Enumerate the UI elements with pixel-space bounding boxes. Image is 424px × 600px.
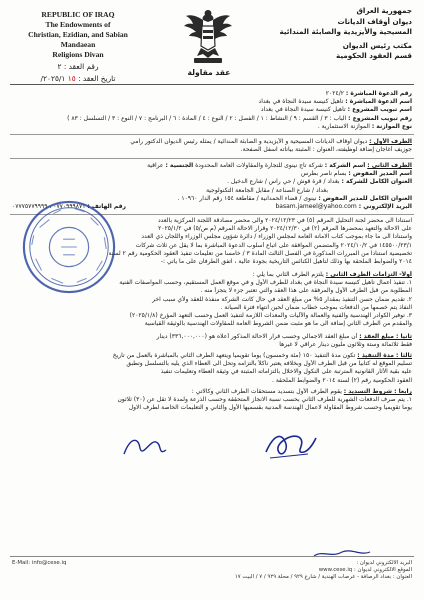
header-en-line: Religions Divan [52,50,104,59]
footer-address: العنوان : بغداد الرصافة - عرصات الهندية / شارع ٩٢٩ / محلة ٩٢٩ / ٧ / البيت ١٧ [234,574,412,581]
nationality-label: الجنسية : [165,162,194,169]
phone-value: ٠٧٧٠٩٩٩٨٧١ ، ٠٧٧٧٥٧٧٩٩٩٩ [12,203,86,211]
contract-number-value: ٢ [57,62,62,71]
footer-email-label: E-Mail: [12,560,31,566]
email-group [276,203,413,211]
duration-detail: تسليم الموقع له كتابياً من قبل الطرف الأول وبخلافه يعتبر ناكلاً بالتزامه وتحل الى العطاء الذي يليه بالتسلسل وتطبق [126,360,412,368]
invitation-line [12,115,412,123]
contract-date-label: تاريخ العقد : [78,74,116,83]
header-divider [10,84,414,85]
invitation-line [12,90,412,98]
contract-number-label: رقم العقد : [63,62,99,71]
line-value: ٢٠٢٤/٢ [325,90,344,97]
header-ar-line: قسم العقود الحكومية [335,51,412,60]
footer-email-value[interactable]: info@cese.iq [31,560,67,566]
contract-date-day: ١٥ [67,74,76,83]
obligation-item: المطلوبة من قبل الطرف الأول والمرفقة على هذا العقد والتي تعتبر جزء لا يتجزأ منه . [200,287,412,295]
amount-words: فقط ثلاثمائة وستة وثلاثون مليون دينار عراقي لا غيرها [279,341,412,349]
intro-line: واستناداً الى ما جاء بموجب كتاب الامانة العامة لمجلس الوزراء / دائرة شؤون مجلس الوزراء واللجان ذي العدد [141,233,412,241]
party-one-label: الطرف الأول : [369,138,412,145]
address: بغداد / قرة قوش / حي راس / شارع الدخيل . [227,178,340,186]
header-ar-line: المسيحية والأيزيدية والصابئة المندائية [279,27,412,36]
footer-row [12,567,412,574]
payment-title: رابعاً : شروط التسديد : [343,388,412,395]
invitation-line [12,98,412,106]
payment-text: يقوم الطرف الأول بتسديد مستحقات الطرف الثاني وكالاتي : [191,388,342,395]
nationality: عراقية [147,162,164,169]
footer [12,560,412,582]
contract-date-value: ٢٠٢٥/١/ [40,74,66,83]
line-label: رقم الدعوة المباشرة : [345,90,412,97]
manager-address: نينوى / قضاء الحمدانية / مقاطعة ١٥٤ رقم الدار ١٠٩٦٠ . [177,194,317,202]
party-one [12,138,412,154]
duration-detail: العقود الحكومية رقم (٢) لسنة ٢٠١٤ والضوابط الملحقة . [272,376,412,384]
invitation-line [12,123,412,131]
header-english [14,10,142,84]
line-label: رقم تبويب المشروع : [348,114,412,122]
invitation-details [12,90,412,131]
amount-text: أن مبلغ العقد الاجمالي وحسب قرار الاحالة المذكور أعلاه هو (٣٣٦,٠٠٠,٠٠٠) دينار [156,333,358,340]
line-value: تأهيل كنيسة سيدة النجاة في بغداد [258,98,344,106]
address-line [12,178,412,186]
email-value: basam.jameel@yahoo.com [275,203,357,211]
amount-title: ثانياً : مبلغ العقد : [359,333,412,340]
intro-line: تخصيصية استناداً من المبررات المذكورة في الفصل الثالث المادة ٣ / خامساً من تعليمات تنفيذ العقود الحكومية رقم ٢ لسنة [108,249,412,257]
contract-date [14,74,142,84]
contract-number [14,62,142,72]
company-name-label: أسم الشركة : [324,162,366,169]
footer-email [12,560,66,567]
duration-title: ثالثاً : مدة التنفيذ : [357,352,412,359]
section-divider [10,134,414,135]
obligation-item: والمقدم من الطرف الثاني إضافة الى ما هو مثبت ضمن الشروط العامة للمقاولات الهندسية بالوثيقة القياسية [144,320,412,328]
invitation-line [12,106,412,114]
party-one-text: ديوان أوقاف الديانات المسيحية و الأيزيدية و الصابئة المندائية / يمثله رئيس الديوان الدكتور رامي [130,138,368,145]
intro-line: على الاحالة والتعهد بمحضرها المرقم (٢) في ٢٠٢٤/١٢/٣٠ وقرار الاحالة المرقم (م ص/٥) في ٢٠٢٥/١/٢ [158,225,412,233]
party-two-company-line [12,162,412,170]
header-ar-line: ديوان أوقاف الديانات [337,16,412,26]
payment-item: ١. يتم صرف الدفعات الشهرية للطرف الثاني بحسب نسبة الانجاز المتحققة وحسب الذرعة ولمدة لا تقل عن (٣٠) ثلاثون [117,396,412,404]
obligation-item: ٢. تقديم ضمان حسن التنفيذ بمقدار ٥% من مبلغ العقد في حال كانت الشركة منفذة للعقد ولأي سبب آخر [152,295,412,303]
header-en-line: REPUBLIC OF IRAQ [41,10,115,19]
address-line-2: بغداد / شارع الصناعة / مقابل الجامعة التكنولوجية [206,186,328,194]
line-label: أسم الدعوة المباشرة : [345,98,412,106]
duration-line [12,352,412,360]
header-en-line: Christian, Ezidian, and Sabian Mandaean [28,30,128,49]
manager-label: أسم المدير المفوض : [348,170,412,178]
party-two-label: الطرف الثاني : [367,162,412,169]
payment-item: يوماً تقويمياً وحسب شروط المقاولة لاعمال الهندسة المدنية بقسميها الأول والثاني و التعليمات الخاصة لطرف الاول [128,404,412,412]
initials-icon [120,430,170,464]
payment-line [12,388,412,396]
section-divider [10,158,414,159]
header-arabic [242,6,412,62]
obligation-item: النفاذ يتم خصمها من الدفعات بموجب خطاب ضمان لحين انتهاء فترة الصيانة . [220,303,412,311]
footer-web-value[interactable]: www.cese.iq [318,567,353,574]
company-name: شركة تاج نينوى للتجارة والمقاولات العامة المحدودة [195,162,323,169]
obligations-intro: يلتزم الطرف الثاني بما يلي : [252,271,324,278]
footer-email-ar-label: البريد الالكتروني لديوان : [356,560,412,566]
manager-name: بسام ناصر بطرس [300,170,347,178]
obligations-title: أولاً- التزامات الطرف الثاني : [325,271,412,278]
email-label: البريد الإلكتروني : [358,203,412,211]
line-label: نوع الموازنة : [371,122,412,130]
intro-line: ٢٠١٤ والضوابط الملحقة بها وذلك لتأهيل الكنائس التاريخية بجودة عالية ، اتفق الطرفان على ما يأتي :- [160,258,412,266]
line-value: تأهيل كنيسة سيدة النجاة في بغداد [260,106,346,114]
line-label: أسم تبويب المشروع : [347,106,412,114]
manager-address-label: العنوان الكامل للمدير المفوض : [318,194,412,202]
party-one-line [12,138,412,146]
manager-line [12,170,412,178]
stamp-mark-icon [312,548,372,560]
party-one-line: جوزيف أغاجان إضافة لوظيفته، العنوان : المثبتة بياناته اسفل الصفحة. [240,146,412,154]
obligation-item: ١. تنفيذ أعمال تأهيل كنيسة سيدة النجاة في بغداد للطرف الأول و في موقع العمل المستقيم، وحسب المواصفات الفنية [119,279,412,287]
contract-type-title: عقد مقاولة [187,68,231,77]
footer-web [319,567,412,574]
line-value: الموازنة الاستثمارية . [317,122,370,130]
signature-icon [260,424,320,464]
footer-divider [10,556,414,557]
header-en-line: The Endowments of [45,20,111,29]
header-ar-line: جمهورية العراق [356,6,412,15]
amount-line [12,333,412,341]
header-ar-line: مكتب رئيس الديوان [342,40,412,50]
iraq-eagle-emblem-icon [183,4,233,66]
obligation-item: ٣. توفير الكوادر الهندسية والفنية والعمالة والآليات والمعدات اللازمة لتنفيذ العمل وحسب التعهد المؤرخ (٢٠٢٥/١/٨) [129,312,412,320]
company-stamp-icon [20,198,118,296]
duration-text: تكون مدة التنفيذ ١٥٠ (مئة وخمسون) يوماً تقويمياً ويتعهد الطرف الثاني بالمباشرة بالعمل من تاريخ [112,352,356,359]
footer-web-label: الموقع الالكتروني لديوان : [353,567,412,574]
intro-line: ١٤٥٥٠٠/٢٣/١ في ٢٠٢٤/١٠/٢ والمتضمن الموافقة على اتباع أسلوب الدعوة المباشرة بما لا يقل عن ثلاث شركات [135,241,412,249]
payment-section [12,388,412,413]
duration-detail: عليه بقية الأثار القانونية المترتبة على النكول والاخلال بالتزاماته المثبتة في وثيقة العطاء وتعليمات تنفيذ [160,368,412,376]
phone-label: رقم الهاتف : [87,203,126,211]
footer-row [12,574,412,581]
address-label: العنوان الكامل للشركة : [341,178,412,186]
intro-line: استناداً الى محضر لجنة التحليل المرقم (٥) في ٢٠٢٤/١٢/٢٣ والى محضر مصادقة اللجنة المركزية بالعدد [157,217,412,224]
amount-section [12,333,412,349]
line-value: الباب : ٣ / القسم : ٩ / النشاط : ١ / الفصل : ٢ / النوع : ٤ / المادة : ٦ / البرنامج : ٧ / النوع : ٣ / التسلسل : ٨٣ ) [67,114,347,122]
duration-section [12,352,412,385]
